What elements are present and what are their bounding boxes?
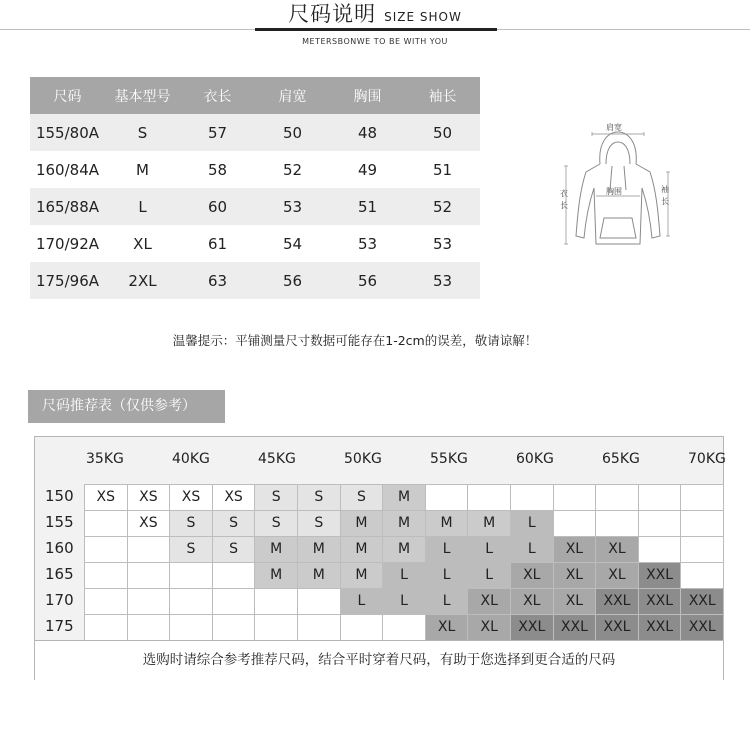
size-cell: M [382,510,426,537]
table-cell: 165/88A [30,188,105,225]
height-label: 165 [45,565,74,583]
size-cell [297,614,341,641]
title-cn: 尺码说明 [288,2,377,26]
table-cell: 53 [255,188,330,225]
size-cell: M [297,536,341,563]
size-cell: L [340,588,384,615]
size-cell: S [254,510,298,537]
weight-label: 60KG [516,451,554,467]
size-cell [212,562,256,589]
size-cell [425,484,469,511]
height-label: 175 [45,617,74,635]
size-cell: S [340,484,384,511]
size-cell [382,614,426,641]
size-cell: S [254,484,298,511]
size-cell: S [297,510,341,537]
size-cell: M [254,536,298,563]
table-cell: 50 [405,114,480,151]
size-cell: XXL [595,588,639,615]
size-cell: XL [467,614,511,641]
table-cell: 53 [330,225,405,262]
measurement-tip: 温馨提示：平铺测量尺寸数据可能存在1-2cm的误差，敬请谅解！ [172,333,538,348]
height-label: 160 [45,539,74,557]
col-header: 胸围 [330,77,405,114]
size-cell: XL [510,588,554,615]
height-label: 155 [45,513,74,531]
size-cell [84,588,128,615]
size-cell: L [510,510,554,537]
diagram-label-chest: 胸围 [606,187,622,196]
size-cell: S [169,510,213,537]
size-cell [510,484,554,511]
size-cell: XXL [595,614,639,641]
size-cell: XS [127,484,171,511]
height-label: 170 [45,591,74,609]
weight-label: 35KG [86,451,124,467]
size-table [30,77,480,299]
size-cell: XL [467,588,511,615]
size-cell [169,562,213,589]
table-cell: 57 [180,114,255,151]
table-cell: 56 [255,262,330,299]
size-cell [638,510,682,537]
size-cell: XXL [510,614,554,641]
table-cell: 52 [405,188,480,225]
size-cell: XXL [553,614,597,641]
size-cell: M [254,562,298,589]
size-cell [212,614,256,641]
table-cell: 175/96A [30,262,105,299]
size-cell [553,484,597,511]
table-row [30,188,480,225]
size-cell [467,484,511,511]
header-subtitle: METERSBONWE TO BE WITH YOU [302,37,448,46]
size-cell [84,510,128,537]
table-cell: 52 [255,151,330,188]
size-cell [127,588,171,615]
size-cell [553,510,597,537]
size-cell: XL [510,562,554,589]
size-cell [297,588,341,615]
size-cell: XXL [638,562,682,589]
size-cell: L [425,588,469,615]
weight-label: 50KG [344,451,382,467]
size-cell [254,614,298,641]
col-header: 衣长 [180,77,255,114]
size-cell: L [425,562,469,589]
size-cell [169,614,213,641]
table-row [30,151,480,188]
size-cell: L [467,562,511,589]
table-cell: 155/80A [30,114,105,151]
size-cell: S [212,536,256,563]
size-cell [84,536,128,563]
size-cell: XXL [638,588,682,615]
size-cell: XXL [680,614,724,641]
header-underline [255,28,497,31]
size-cell: XL [425,614,469,641]
diagram-label-length-2: 长 [560,201,568,210]
recommend-title: 尺码推荐表（仅供参考） [28,390,225,423]
size-cell [169,588,213,615]
table-cell: 54 [255,225,330,262]
size-table-header [30,77,480,114]
table-cell: 51 [330,188,405,225]
size-cell: M [382,536,426,563]
size-cell: M [467,510,511,537]
size-cell [127,614,171,641]
size-cell: XS [212,484,256,511]
size-cell [680,510,724,537]
size-cell: M [340,536,384,563]
table-cell: 60 [180,188,255,225]
col-header: 尺码 [30,77,105,114]
table-cell: 61 [180,225,255,262]
diagram-label-sleeve-1: 袖 [661,185,669,194]
size-cell: XS [127,510,171,537]
size-cell: M [297,562,341,589]
size-cell [638,484,682,511]
table-cell: 51 [405,151,480,188]
size-cell [680,562,724,589]
weight-label: 55KG [430,451,468,467]
size-cell: L [382,588,426,615]
size-cell: L [382,562,426,589]
size-cell [595,484,639,511]
weight-label: 45KG [258,451,296,467]
table-cell: XL [105,225,180,262]
table-cell: 50 [255,114,330,151]
table-row [30,114,480,151]
page-title [0,0,750,28]
table-cell: 53 [405,262,480,299]
size-cell: S [212,510,256,537]
col-header: 基本型号 [105,77,180,114]
table-cell: 53 [405,225,480,262]
hoodie-diagram [556,120,680,252]
size-cell [84,562,128,589]
table-cell: 63 [180,262,255,299]
table-cell: M [105,151,180,188]
size-cell: XL [553,536,597,563]
size-cell [595,510,639,537]
height-label: 150 [45,487,74,505]
col-header: 袖长 [405,77,480,114]
size-cell: L [467,536,511,563]
size-cell: XL [553,562,597,589]
size-cell [680,484,724,511]
size-cell: XL [595,562,639,589]
size-cell: L [510,536,554,563]
table-cell: 56 [330,262,405,299]
table-cell: 160/84A [30,151,105,188]
size-cell: XS [84,484,128,511]
table-cell: 58 [180,151,255,188]
size-cell: L [425,536,469,563]
table-row [30,225,480,262]
title-en: SIZE SHOW [384,10,462,24]
table-cell: S [105,114,180,151]
weight-label: 65KG [602,451,640,467]
size-cell [680,536,724,563]
size-cell: XL [595,536,639,563]
size-cell: XXL [680,588,724,615]
size-cell: M [340,510,384,537]
diagram-label-sleeve-2: 长 [661,197,669,206]
size-cell: S [297,484,341,511]
diagram-label-length-1: 衣 [560,189,568,198]
table-cell: 48 [330,114,405,151]
recommend-footer: 选购时请综合参考推荐尺码，结合平时穿着尺码，有助于您选择到更合适的尺码 [35,640,723,680]
table-cell: 49 [330,151,405,188]
table-row [30,262,480,299]
size-cell [638,536,682,563]
size-cell [254,588,298,615]
size-cell: M [340,562,384,589]
size-cell: XS [169,484,213,511]
size-cell [127,536,171,563]
diagram-label-shoulder: 肩宽 [606,123,622,132]
col-header: 肩宽 [255,77,330,114]
size-cell: S [169,536,213,563]
size-cell: XXL [638,614,682,641]
table-cell: L [105,188,180,225]
size-cell [127,562,171,589]
weight-label: 40KG [172,451,210,467]
size-cell [340,614,384,641]
size-cell: XL [553,588,597,615]
size-cell: M [382,484,426,511]
table-cell: 170/92A [30,225,105,262]
size-cell: M [425,510,469,537]
size-cell [212,588,256,615]
table-cell: 2XL [105,262,180,299]
size-cell [84,614,128,641]
weight-label: 70KG [688,451,726,467]
